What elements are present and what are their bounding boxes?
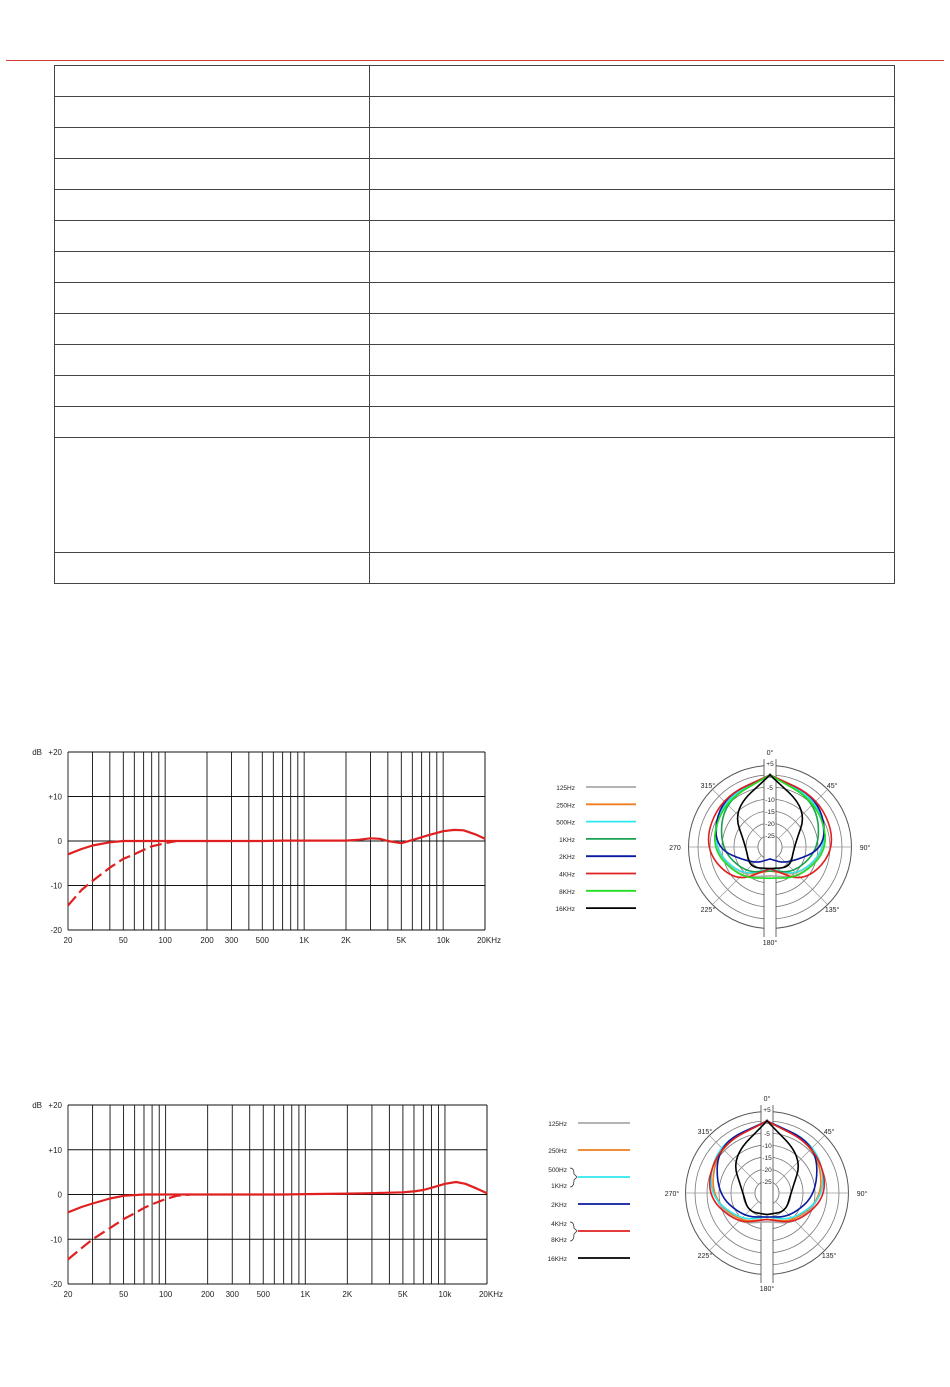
x-tick-label: 2K [342, 1290, 353, 1299]
spec-row [55, 553, 895, 584]
spec-row [55, 345, 895, 376]
spec-value [370, 252, 895, 283]
spec-value [370, 314, 895, 345]
frequency-response-svg-1 [20, 740, 510, 950]
spec-label [55, 252, 370, 283]
radial-label: 0 [765, 1119, 769, 1126]
y-tick-label: +20 [48, 1101, 62, 1110]
polar-curve [713, 1121, 767, 1221]
x-tick-label: 1K [300, 1290, 311, 1299]
radial-label: -10 [762, 1143, 772, 1150]
x-tick-label: 2K [341, 936, 351, 945]
radial-label: +5 [766, 761, 774, 768]
x-tick-label: 50 [118, 936, 128, 945]
angle-label: 45° [826, 782, 838, 790]
spec-row [55, 376, 895, 407]
x-tick-label: 1K [299, 936, 310, 945]
x-tick-label: 100 [158, 936, 172, 945]
y-axis-unit: dB [32, 1101, 42, 1110]
angle-label: 225° [700, 907, 716, 915]
spec-label [55, 283, 370, 314]
spec-value [370, 128, 895, 159]
radial-label: -20 [762, 1167, 772, 1174]
spec-row [55, 66, 895, 97]
radial-label: -15 [762, 1155, 772, 1162]
y-tick-label: +20 [48, 748, 62, 757]
legend-label: 8KHz [551, 1237, 567, 1244]
angle-label: 90° [859, 845, 871, 852]
x-tick-label: 100 [158, 1290, 173, 1299]
spec-value [370, 345, 895, 376]
angle-label: 0° [763, 1095, 771, 1103]
spec-value [370, 221, 895, 252]
spec-label [55, 190, 370, 221]
polar-pattern-svg-1 [545, 722, 925, 972]
legend-label: 1KHz [551, 1183, 567, 1190]
y-tick-label: -10 [50, 881, 62, 891]
spec-value [370, 159, 895, 190]
x-tick-label: 20 [63, 936, 73, 945]
spec-row [55, 190, 895, 221]
spec-value [370, 407, 895, 438]
legend-label: 250Hz [556, 802, 575, 810]
legend-label: 500Hz [556, 819, 575, 827]
x-tick-label: 5K [398, 1290, 408, 1299]
legend-label: 2KHz [551, 1202, 567, 1209]
spec-value [370, 283, 895, 314]
spec-row [55, 283, 895, 314]
radial-label: -25 [762, 1179, 772, 1186]
spec-row [55, 159, 895, 190]
spec-value [370, 97, 895, 128]
spec-value [370, 376, 895, 407]
spec-row [55, 97, 895, 128]
polar-curve [715, 775, 770, 878]
x-tick-label: 20KHz [478, 1290, 504, 1299]
x-tick-label: 5K [396, 936, 407, 945]
spec-label [55, 345, 370, 376]
spec-row [55, 438, 895, 553]
y-tick-label: -20 [50, 1280, 62, 1289]
polar-pattern-svg-2 [535, 1067, 925, 1319]
legend-label: 500Hz [548, 1167, 567, 1174]
legend-label: 8KHz [559, 888, 575, 896]
angle-label: 180° [759, 1286, 775, 1294]
legend-brace [570, 1222, 577, 1241]
response-curve-dashed [68, 1195, 190, 1260]
legend-label: 1KHz [559, 836, 575, 844]
legend-label: 4KHz [559, 871, 575, 879]
radial-label: -5 [767, 785, 773, 792]
spec-label [55, 376, 370, 407]
y-tick-label: +10 [48, 1145, 62, 1155]
angle-label: 180° [762, 940, 778, 948]
spec-value [370, 66, 895, 97]
legend-label: 16KHz [555, 906, 575, 914]
response-curve-dashed [68, 841, 176, 906]
polar-pattern-chart-2 [535, 1067, 925, 1324]
legend-brace [570, 1168, 577, 1187]
radial-label: +5 [763, 1107, 771, 1114]
spec-value [370, 190, 895, 221]
x-tick-label: 200 [200, 936, 214, 945]
frequency-response-chart-2 [20, 1093, 510, 1308]
spec-row [55, 407, 895, 438]
legend-label: 125Hz [556, 785, 575, 792]
spec-label [55, 314, 370, 345]
frequency-response-svg-2 [20, 1093, 510, 1303]
x-tick-label: 500 [255, 936, 269, 945]
radial-label: -25 [765, 833, 775, 840]
y-tick-label: -10 [50, 1235, 62, 1245]
radial-label: -5 [764, 1131, 770, 1138]
legend-label: 16KHz [547, 1256, 567, 1263]
radial-label: 0 [768, 773, 772, 780]
spec-label [55, 97, 370, 128]
radial-label: -15 [765, 809, 775, 816]
header-rule [6, 60, 944, 61]
spec-row [55, 252, 895, 283]
angle-label: 270° [664, 1191, 680, 1198]
y-tick-label: 0 [57, 837, 62, 846]
angle-label: 135° [824, 907, 840, 915]
spec-label [55, 438, 370, 553]
spec-label [55, 553, 370, 584]
legend-label: 250Hz [548, 1148, 567, 1155]
y-axis-unit: dB [32, 748, 42, 757]
x-tick-label: 300 [225, 1290, 239, 1299]
legend-label: 125Hz [548, 1121, 567, 1128]
angle-label: 135° [821, 1253, 837, 1261]
spec-row [55, 221, 895, 252]
spec-value [370, 553, 895, 584]
x-tick-label: 500 [256, 1290, 270, 1299]
frequency-response-chart-1 [20, 740, 510, 955]
angle-label: 0° [766, 749, 774, 757]
x-tick-label: 10k [438, 1290, 452, 1299]
legend-label: 4KHz [551, 1221, 567, 1228]
angle-label: 45° [823, 1128, 835, 1136]
polar-curve [770, 775, 825, 878]
angle-label: 315° [700, 782, 716, 790]
response-curve [68, 830, 485, 854]
spec-label [55, 159, 370, 190]
spec-label [55, 221, 370, 252]
spec-label [55, 407, 370, 438]
x-tick-label: 10k [436, 936, 450, 945]
spec-table-body [55, 66, 895, 584]
spec-row [55, 314, 895, 345]
spec-label [55, 66, 370, 97]
angle-label: 90° [856, 1191, 868, 1198]
x-tick-label: 20 [63, 1290, 73, 1299]
spec-value [370, 438, 895, 553]
spec-row [55, 128, 895, 159]
x-tick-label: 20KHz [476, 936, 502, 945]
y-tick-label: -20 [50, 926, 62, 935]
polar-pattern-chart-1 [545, 722, 925, 977]
angle-label: 315° [697, 1128, 713, 1136]
response-curve [68, 1182, 487, 1212]
spec-label [55, 128, 370, 159]
spec-table [54, 65, 895, 584]
y-tick-label: 0 [57, 1190, 62, 1200]
x-tick-label: 200 [200, 1290, 215, 1299]
y-tick-label: +10 [48, 792, 62, 802]
x-tick-label: 300 [224, 936, 239, 945]
x-tick-label: 50 [119, 1290, 129, 1299]
angle-label: 270 [669, 845, 681, 852]
radial-label: -20 [765, 821, 775, 828]
angle-label: 225° [697, 1253, 713, 1261]
legend-label: 2KHz [559, 854, 575, 862]
radial-label: -10 [765, 797, 775, 804]
polar-curve [767, 1121, 821, 1221]
